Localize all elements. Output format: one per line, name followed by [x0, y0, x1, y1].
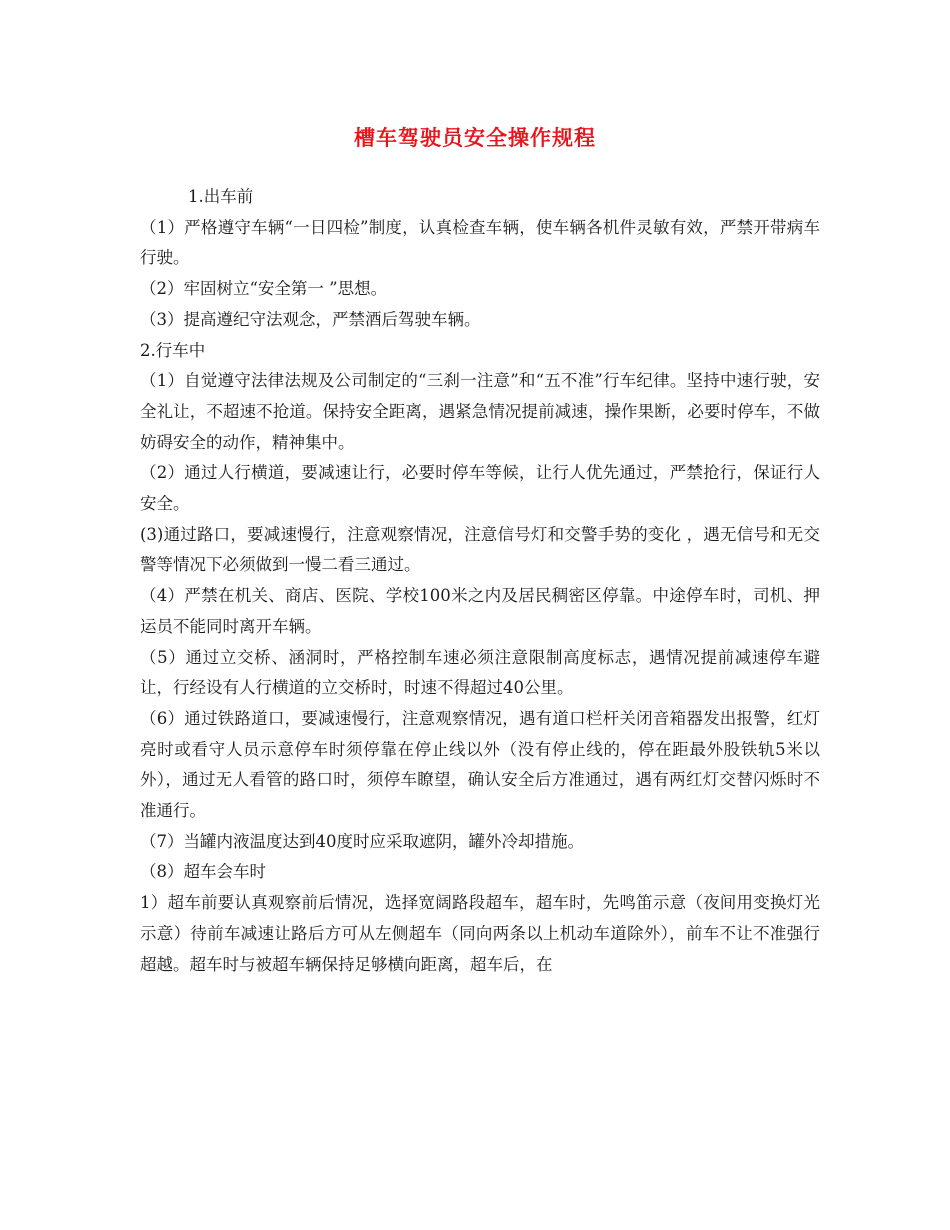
paragraph: （1）严格遵守车辆“一日四检”制度，认真检查车辆，使车辆各机件灵敏有效，严禁开带病车行驶。 — [140, 217, 820, 268]
paragraph: （6）通过铁路道口，要减速慢行，注意观察情况，遇有道口栏杆关闭音箱器发出报警，红灯亮时或看守人员示意停车时须停靠在停止线以外（没有停止线的，停在距最外股铁轨5米以外），通过无人看管的路口时，须停车瞭望，确认安全后方准通过，遇有两红灯交替闪烁时不准通行。 — [140, 708, 820, 821]
paragraph: (3)通过路口，要减速慢行，注意观察情况，注意信号灯和交警手势的变化 ，遇无信号和无交警等情况下必须做到一慢二看三通过。 — [140, 524, 820, 575]
paragraph: （1）自觉遵守法律法规及公司制定的“三刹一注意”和“五不准”行车纪律。坚持中速行驶，安全礼让，不超速不抢道。保持安全距离，遇紧急情况提前减速，操作果断，必要时停车，不做妨碍安全的动作，精神集中。 — [140, 371, 820, 452]
document-title: 槽车驾驶员安全操作规程 — [354, 126, 596, 150]
paragraph: （2）牢固树立“安全第一 ”思想。 — [140, 279, 388, 299]
paragraph: （4）严禁在机关、商店、医院、学校100米之内及居民稠密区停靠。中途停车时，司机、押运员不能同时离开车辆。 — [140, 586, 820, 636]
paragraph: 1）超车前要认真观察前后情况，选择宽阔路段超车，超车时，先鸣笛示意（夜间用变换灯光示意）待前车减速让路后方可从左侧超车（同向两条以上机动车道除外），前车不让不准强行超越。超车时与被超车辆保持足够横向距离，超车后，在 — [140, 893, 820, 974]
paragraph: （5）通过立交桥、涵洞时，严格控制车速必须注意限制高度标志，遇情况提前减速停车避让，行经设有人行横道的立交桥时，时速不得超过40公里。 — [140, 647, 820, 698]
document-body — [140, 182, 820, 980]
paragraph: （7）当罐内液温度达到40度时应采取遮阴，罐外冷却措施。 — [140, 831, 584, 851]
section-heading-while-driving: 2.行车中 — [140, 340, 206, 360]
paragraph: （8）超车会车时 — [140, 862, 266, 882]
section-heading-before-departure: 1.出车前 — [188, 187, 254, 206]
paragraph: （3）提高遵纪守法观念，严禁酒后驾驶车辆。 — [140, 309, 481, 329]
paragraph: （2）通过人行横道，要减速让行，必要时停车等候，让行人优先通过，严禁抢行，保证行人安全。 — [140, 463, 820, 514]
